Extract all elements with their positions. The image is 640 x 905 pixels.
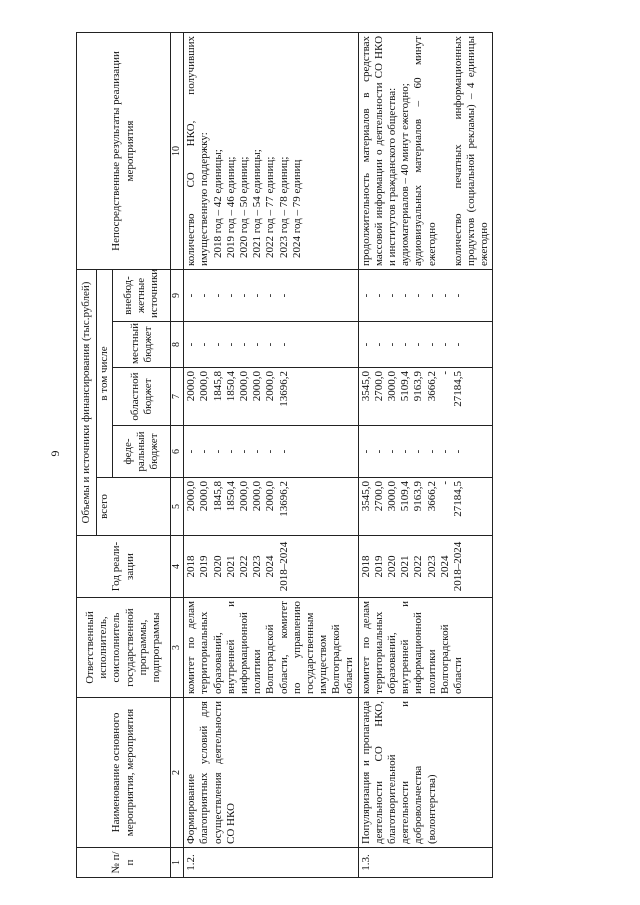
- extra-budget-value: -: [224, 293, 237, 298]
- local-budget: [184, 322, 358, 368]
- local-budget-value: -: [211, 342, 224, 347]
- regional-budget-value: -: [438, 371, 451, 375]
- header-regional: областной бюджет: [113, 368, 171, 426]
- year-value: 2021: [224, 555, 237, 578]
- activity-name: Популяризация и пропаганда деятельности СО НКО, благотворительной деятельности и добровольчества (волонтерства): [358, 698, 493, 848]
- local-budget: [358, 322, 493, 368]
- extra-budget-value: -: [425, 293, 438, 298]
- year: [358, 536, 493, 598]
- regional-budget-value: 2000,0: [237, 371, 250, 402]
- result-line: 2020 год – 50 единиц;: [237, 156, 250, 258]
- header-name: Наименование основного мероприятия, мероприятия: [77, 698, 171, 848]
- extra-budget-value: -: [438, 293, 451, 298]
- total-amount-value: 2700,0: [372, 481, 385, 512]
- federal-budget: [184, 426, 358, 478]
- federal-budget-value: -: [425, 449, 438, 454]
- year-value: 2020: [211, 555, 224, 578]
- column-index-cell: 9: [171, 269, 184, 321]
- total-amount-value: 1845,8: [211, 481, 224, 512]
- extra-budget-value: -: [251, 293, 264, 298]
- extra-budget-value: -: [386, 293, 398, 298]
- row-number: 1.3.: [358, 848, 493, 878]
- year-value: 2024: [438, 555, 451, 578]
- activity-name: Формирование благоприятных условий для осуществления деятельности СО НКО: [184, 698, 358, 848]
- column-index-cell: 8: [171, 322, 184, 368]
- program-table: [76, 32, 493, 878]
- extra-budget-value: -: [451, 293, 464, 298]
- column-index-cell: 6: [171, 426, 184, 478]
- local-budget-value: -: [399, 342, 412, 347]
- extra-budget-value: -: [211, 293, 224, 298]
- regional-budget-value: 3000,0: [386, 371, 398, 402]
- local-budget-value: -: [438, 342, 451, 347]
- executor: комитет по делам территориальных образований, внутренней и информационной политики Волгоградской области, комитет по управлению государственным имуществом Волгоградской области: [184, 598, 358, 698]
- local-budget-value: -: [372, 342, 385, 347]
- year-value: 2018: [185, 555, 198, 578]
- year-value: 2019: [372, 555, 385, 578]
- extra-budget-value: -: [198, 293, 211, 298]
- regional-budget-value: 27184,5: [451, 371, 464, 407]
- local-budget-value: -: [277, 342, 290, 347]
- local-budget-value: -: [264, 342, 277, 347]
- year-value: 2018: [359, 555, 372, 578]
- year-value: 2022: [237, 555, 250, 578]
- regional-budget-value: 2000,0: [198, 371, 211, 402]
- year-value: 2022: [412, 555, 425, 578]
- extra-budget: [184, 269, 358, 321]
- result-line: аудиоматериалов – 40 минут ежегодно;: [399, 83, 412, 266]
- year-value: 2019: [198, 555, 211, 578]
- column-index-cell: 7: [171, 368, 184, 426]
- result-line: количество СО НКО, получивших имущественную поддержку:: [185, 35, 211, 266]
- extra-budget-value: -: [412, 293, 425, 298]
- local-budget-value: -: [451, 342, 464, 347]
- federal-budget: [358, 426, 493, 478]
- federal-budget-value: -: [237, 449, 250, 454]
- regional-budget-value: 1845,8: [211, 371, 224, 402]
- local-budget-value: -: [359, 342, 372, 347]
- header-year: Год реали-зации: [77, 536, 171, 598]
- federal-budget-value: -: [451, 449, 464, 454]
- federal-budget-value: -: [438, 449, 451, 454]
- row-number: 1.2.: [184, 848, 358, 878]
- extra-budget: [358, 269, 493, 321]
- regional-budget: [184, 368, 358, 426]
- federal-budget-value: -: [211, 449, 224, 454]
- extra-budget-value: -: [359, 293, 372, 298]
- local-budget-value: -: [224, 342, 237, 347]
- federal-budget-value: -: [251, 449, 264, 454]
- table-body: [184, 32, 493, 877]
- year-value: 2018–2024: [277, 541, 290, 592]
- federal-budget-value: -: [399, 449, 412, 454]
- extra-budget-value: -: [264, 293, 277, 298]
- year-value: 2023: [251, 555, 264, 578]
- result-line: количество печатных информационных продуктов (социальной рекламы) – 4 единицы ежегодно: [451, 35, 491, 266]
- column-index-cell: 1: [171, 848, 184, 878]
- column-index-cell: 2: [171, 698, 184, 848]
- local-budget-value: -: [237, 342, 250, 347]
- header-including: в том числе: [97, 269, 113, 477]
- results: [358, 32, 493, 269]
- result-line: 2018 год – 42 единицы;: [211, 149, 224, 258]
- result-line: [439, 36, 452, 266]
- header-extra: внебюд-жетные источники: [113, 269, 171, 321]
- extra-budget-value: -: [277, 293, 290, 298]
- regional-budget-value: 9163,9: [412, 371, 425, 402]
- regional-budget-value: 2000,0: [251, 371, 264, 402]
- local-budget-value: -: [412, 342, 425, 347]
- federal-budget-value: -: [277, 449, 290, 454]
- regional-budget-value: 3545,0: [359, 371, 372, 402]
- total-amount-value: 5109,4: [399, 481, 412, 512]
- table-row: [358, 32, 493, 877]
- regional-budget-value: 2000,0: [185, 371, 198, 402]
- federal-budget-value: -: [198, 449, 211, 454]
- header-local: местный бюджет: [113, 322, 171, 368]
- result-line: аудиовизуальных материалов – 60 минут ежегодно: [412, 35, 438, 266]
- result-line: 2021 год – 54 единицы;: [251, 149, 264, 258]
- table-row: [184, 32, 358, 877]
- regional-budget-value: 5109,4: [399, 371, 412, 402]
- result-line: 2023 год – 78 единиц;: [277, 156, 290, 258]
- federal-budget-value: -: [359, 449, 372, 454]
- year-value: 2021: [399, 555, 412, 578]
- result-line: продолжительность материалов в средствах массовой информации о деятельности СО НКО и институтов гражданского общества:: [359, 35, 398, 266]
- total-amount-value: 3666,2: [425, 481, 438, 512]
- total-amount-value: -: [438, 481, 451, 485]
- extra-budget-value: -: [372, 293, 385, 298]
- regional-budget-value: 2700,0: [372, 371, 385, 402]
- federal-budget-value: -: [185, 449, 198, 454]
- total-amount: [184, 478, 358, 536]
- local-budget-value: -: [251, 342, 264, 347]
- local-budget-value: -: [185, 342, 198, 347]
- header-results: Непосредственные результаты реализации мероприятия: [77, 32, 171, 269]
- regional-budget-value: 1850,4: [224, 371, 237, 402]
- result-line: 2019 год – 46 единиц;: [224, 156, 237, 258]
- extra-budget-value: -: [237, 293, 250, 298]
- year-value: 2024: [264, 555, 277, 578]
- column-index-cell: 4: [171, 536, 184, 598]
- total-amount-value: 2000,0: [237, 481, 250, 512]
- rotated-page-content: [76, 33, 630, 878]
- header-executor: Ответственный исполнитель, соисполнитель государственной программы, подпрограммы: [77, 598, 171, 698]
- total-amount-value: 1850,4: [224, 481, 237, 512]
- year-value: 2020: [386, 555, 398, 578]
- page-number: 6: [48, 450, 63, 457]
- local-budget-value: -: [198, 342, 211, 347]
- total-amount-value: 9163,9: [412, 481, 425, 512]
- year-value: 2018–2024: [451, 541, 464, 592]
- local-budget-value: -: [386, 342, 398, 347]
- total-amount-value: 2000,0: [264, 481, 277, 512]
- year: [184, 536, 358, 598]
- header-total: всего: [97, 478, 171, 536]
- column-index-cell: 3: [171, 598, 184, 698]
- result-line: 2022 год – 77 единиц;: [264, 156, 277, 258]
- regional-budget-value: 3666,2: [425, 371, 438, 402]
- extra-budget-value: -: [399, 293, 412, 298]
- regional-budget: [358, 368, 493, 426]
- result-line: 2024 год – 79 единиц: [290, 159, 303, 258]
- results: [184, 32, 358, 269]
- total-amount-value: 13696,2: [277, 481, 290, 517]
- total-amount-value: 27184,5: [451, 481, 464, 517]
- total-amount-value: 2000,0: [185, 481, 198, 512]
- local-budget-value: -: [425, 342, 438, 347]
- extra-budget-value: -: [185, 293, 198, 298]
- total-amount-value: 2000,0: [251, 481, 264, 512]
- executor: комитет по делам территориальных образований, внутренней и информационной политики Волгоградской области: [358, 598, 493, 698]
- column-index-row: [171, 32, 184, 877]
- column-index-cell: 10: [171, 32, 184, 269]
- federal-budget-value: -: [372, 449, 385, 454]
- federal-budget-value: -: [264, 449, 277, 454]
- regional-budget-value: 2000,0: [264, 371, 277, 402]
- year-value: 2023: [425, 555, 438, 578]
- header-financing: Объемы и источники финансирования (тыс.рублей): [77, 269, 97, 535]
- header-federal: феде-ральный бюджет: [113, 426, 171, 478]
- federal-budget-value: -: [386, 449, 398, 454]
- regional-budget-value: 13696,2: [277, 371, 290, 407]
- federal-budget-value: -: [412, 449, 425, 454]
- total-amount-value: 2000,0: [198, 481, 211, 512]
- column-index-cell: 5: [171, 478, 184, 536]
- total-amount-value: 3000,0: [386, 481, 398, 512]
- header-num: № п/п: [77, 848, 171, 878]
- federal-budget-value: -: [224, 449, 237, 454]
- total-amount: [358, 478, 493, 536]
- total-amount-value: 3545,0: [359, 481, 372, 512]
